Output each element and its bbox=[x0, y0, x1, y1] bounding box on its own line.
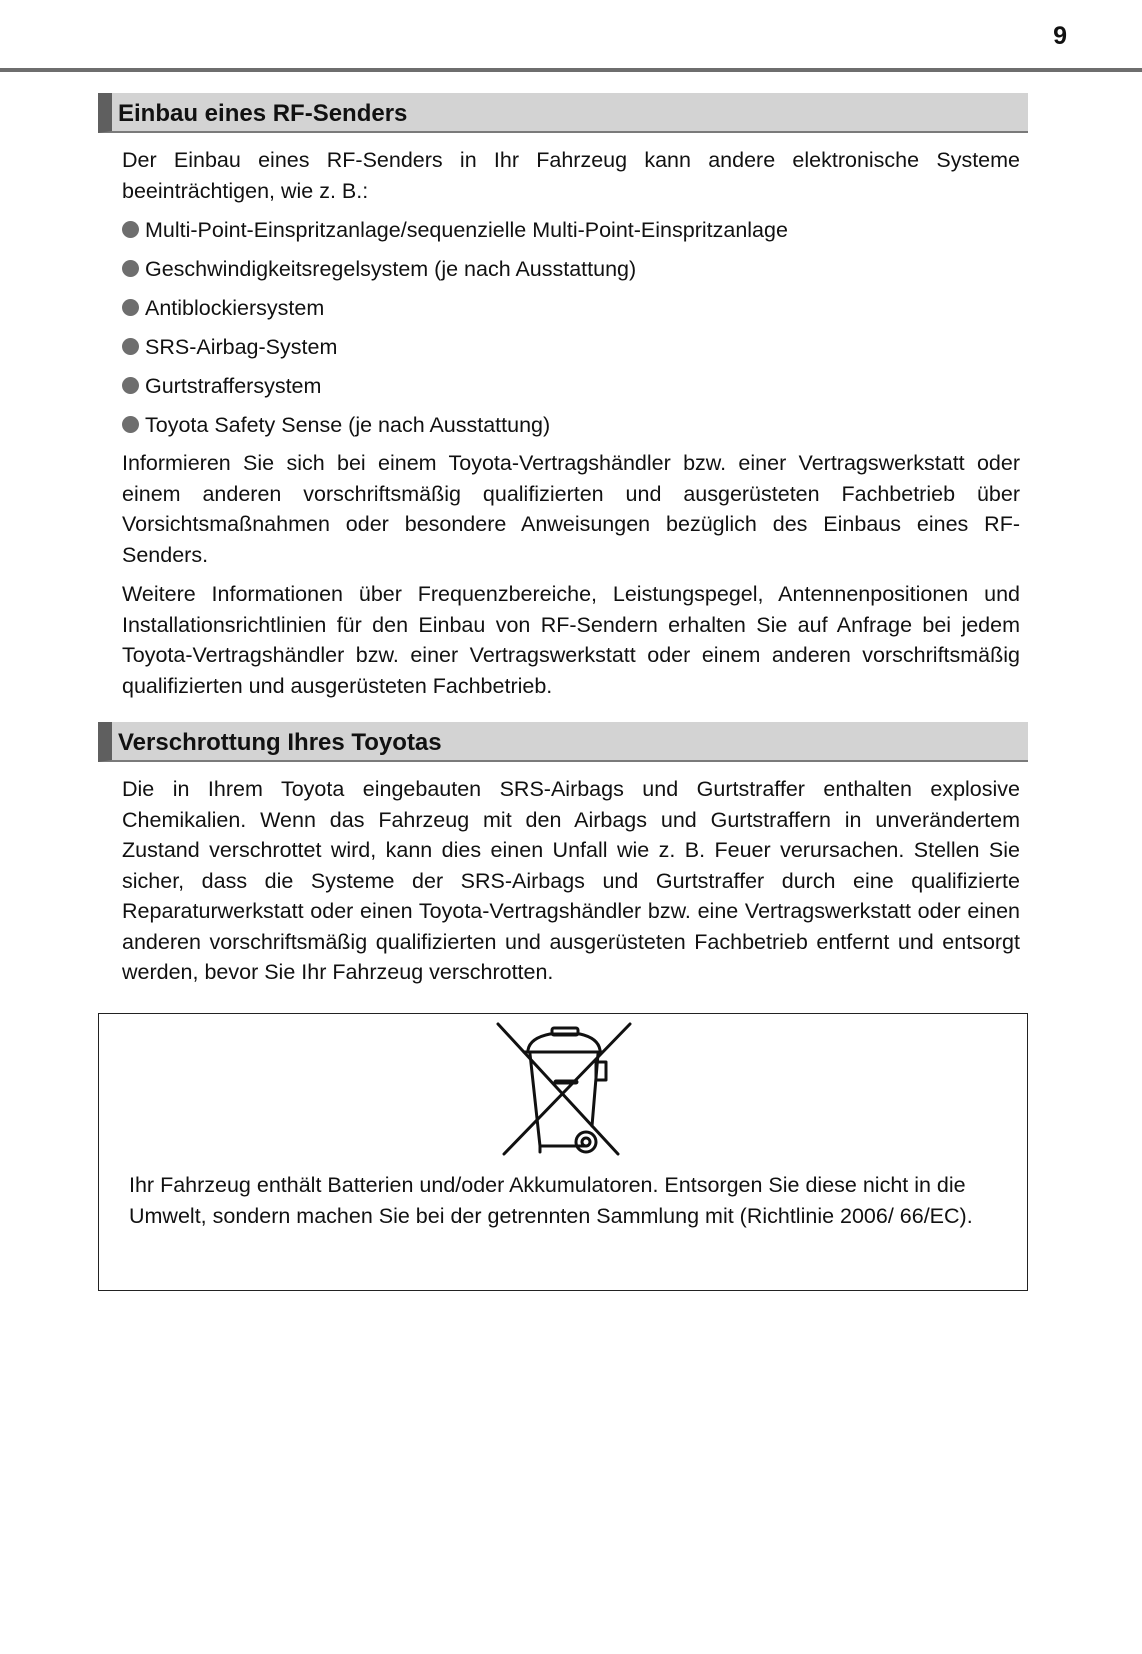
crossed-out-wheelie-bin-icon bbox=[494, 1018, 634, 1158]
bullet-item: Geschwindigkeitsregelsystem (je nach Ausstattung) bbox=[122, 254, 636, 284]
bullet-icon bbox=[122, 416, 139, 433]
bullet-item: Toyota Safety Sense (je nach Ausstattung) bbox=[122, 410, 550, 440]
section-header-scrapping bbox=[98, 722, 1028, 762]
top-rule bbox=[0, 68, 1142, 72]
bullet-item: Gurtstraffersystem bbox=[122, 371, 321, 401]
bullet-item: Antiblockiersystem bbox=[122, 293, 324, 323]
scrapping-paragraph: Die in Ihrem Toyota eingebauten SRS-Airbags und Gurtstraffer enthalten explosive Chemikalien. Wenn das Fahrzeug mit den Airbags und Gurtstraffern in unverändertem Zustand verschrottet wird, kann dies einen Unfall wie z. B. Feuer verursachen. Stellen Sie sicher, dass die Systeme der SRS-Airbags und Gurtstraffer durch eine qualifizierte Reparaturwerkstatt oder einen Toyota-Vertragshändler bzw. eine Vertragswerkstatt oder einen anderen vorschriftsmäßig qualifizierten und ausgerüsteten Fachbetrieb entfernt und entsorgt werden, bevor Sie Ihr Fahrzeug verschrotten. bbox=[122, 777, 1020, 984]
bullet-icon bbox=[122, 221, 139, 238]
section-title: Einbau eines RF-Senders bbox=[118, 100, 408, 127]
info-paragraph: Informieren Sie sich bei einem Toyota-Vertragshändler bzw. einer Vertragswerkstatt oder einem anderen vorschriftsmäßig qualifizierten und ausgerüsteten Fachbetrieb über Vorsichtsmaßnahmen oder besondere Anweisungen bezüglich des Einbaus eines RF-Senders. bbox=[122, 451, 1020, 567]
bullet-icon bbox=[122, 260, 139, 277]
intro-paragraph: Der Einbau eines RF-Senders in Ihr Fahrzeug kann andere elektronische Systeme beeinträchtigen, wie z. B.: bbox=[122, 148, 1020, 203]
bullet-icon bbox=[122, 338, 139, 355]
bullet-icon bbox=[122, 377, 139, 394]
notice-text: Ihr Fahrzeug enthält Batterien und/oder Akkumulatoren. Entsorgen Sie diese nicht in die Umwelt, sondern machen Sie bei der getrennten Sammlung mit (Richtlinie 2006/ 66/EC). bbox=[129, 1173, 973, 1228]
page-number: 9 bbox=[1053, 22, 1067, 50]
info-paragraph: Weitere Informationen über Frequenzbereiche, Leistungspegel, Antennenpositionen und Installationsrichtlinien für den Einbau von RF-Sendern erhalten Sie auf Anfrage bei jedem Toyota-Vertragshändler bzw. einer Vertragswerkstatt oder einem anderen vorschriftsmäßig qualifizierten und ausgerüsteten Fachbetrieb. bbox=[122, 582, 1020, 698]
bullet-item: Multi-Point-Einspritzanlage/sequenzielle Multi-Point-Einspritzanlage bbox=[122, 215, 788, 245]
section-header-rf-transmitter bbox=[98, 93, 1028, 133]
bullet-item: SRS-Airbag-System bbox=[122, 332, 337, 362]
notice-box bbox=[98, 1013, 1028, 1291]
section-title: Verschrottung Ihres Toyotas bbox=[118, 729, 442, 756]
bullet-icon bbox=[122, 299, 139, 316]
